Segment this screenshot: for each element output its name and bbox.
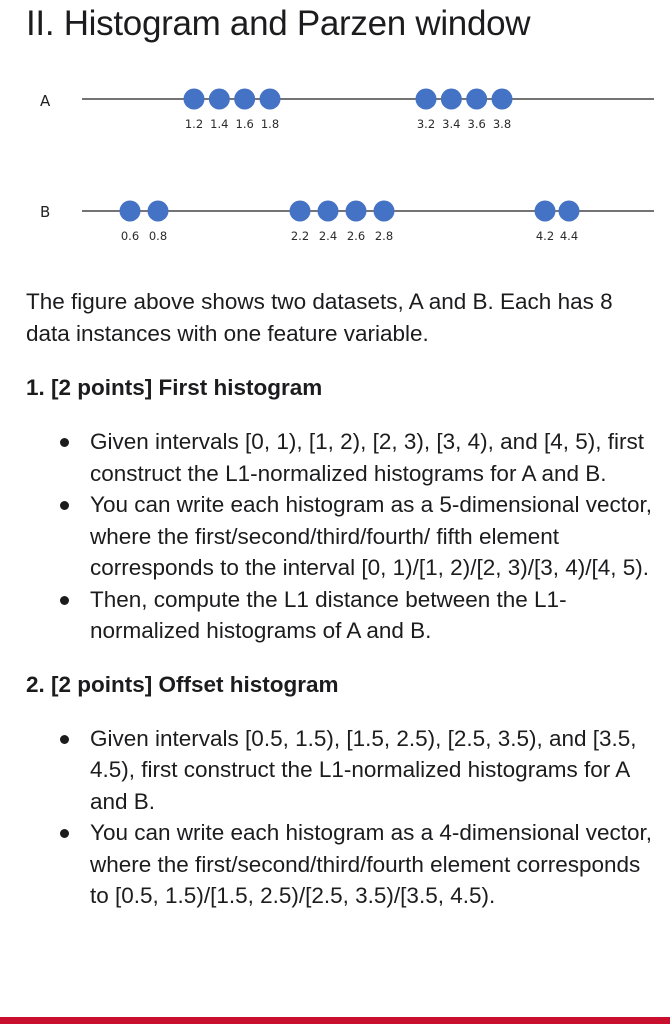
- list-item-text: You can write each histogram as a 5-dimensional vector, where the first/second/third/fourth/ fifth element corresponds to the interval [0, 1)/[1, 2)/[2, 3)/[3, 4)/[4, 5).: [90, 492, 652, 580]
- list-item: [26, 723, 658, 818]
- dataset-a-label: A: [40, 92, 51, 110]
- dataset-figure: [0, 78, 670, 258]
- list-item-text: You can write each histogram as a 4-dimensional vector, where the first/second/third/fourth element corresponds to [0.5, 1.5)/[1.5, 2.5)/[2.5, 3.5)/[3.5, 4.5).: [90, 820, 652, 908]
- dataset-b-tick-label: 0.8: [148, 229, 168, 243]
- dataset-a-tick-label: 3.6: [467, 117, 486, 131]
- section-heading-offset-histogram: 2. [2 points] Offset histogram: [26, 671, 339, 697]
- section-heading-first-histogram: 1. [2 points] First histogram: [26, 375, 323, 400]
- dataset-a-point: [466, 89, 487, 110]
- list-item-text: Given intervals [0, 1), [1, 2), [2, 3), [3, 4), and [4, 5), first construct the L1-normalized histograms for A and B.: [90, 429, 644, 486]
- bullet-icon: [60, 501, 69, 510]
- dataset-b-tick-label: 0.6: [120, 229, 140, 243]
- dataset-a-point: [416, 89, 437, 110]
- dataset-b-label: B: [40, 203, 51, 221]
- dataset-b-tick-label: 2.6: [346, 229, 366, 243]
- bullet-icon: [60, 596, 69, 605]
- dataset-a-point: [492, 89, 513, 110]
- dataset-b-tick-label: 4.2: [535, 229, 555, 243]
- dataset-a-point: [441, 89, 462, 110]
- problem-content: [26, 286, 658, 934]
- dataset-b-point: [318, 201, 339, 222]
- list-item: [26, 426, 658, 489]
- dataset-a-point: [209, 89, 230, 110]
- dataset-a-tick-labels: [185, 117, 511, 131]
- dataset-b-point: [559, 201, 580, 222]
- dataset-b-row: [40, 201, 654, 244]
- first-histogram-bullets: [26, 426, 658, 647]
- dataset-number-lines: [0, 78, 670, 258]
- bullet-icon: [60, 829, 69, 838]
- dataset-a-tick-label: 1.8: [260, 117, 280, 131]
- dataset-b-tick-label: 2.8: [374, 229, 394, 243]
- dataset-b-tick-label: 4.4: [559, 229, 579, 243]
- dataset-b-point: [346, 201, 367, 222]
- bullet-icon: [60, 438, 69, 447]
- bottom-accent-bar: [0, 1017, 670, 1024]
- dataset-a-point: [260, 89, 281, 110]
- dataset-b-point: [535, 201, 556, 222]
- list-item-text: Given intervals [0.5, 1.5), [1.5, 2.5), [2.5, 3.5), and [3.5, 4.5), first construct the L1-normalized histograms for A and B.: [90, 725, 637, 814]
- dataset-b-point: [120, 201, 141, 222]
- dataset-a-row: [40, 89, 654, 132]
- intro-paragraph: The figure above shows two datasets, A and B. Each has 8 data instances with one feature variable.: [26, 289, 613, 346]
- list-item: [26, 817, 658, 912]
- dataset-a-tick-label: 3.8: [492, 117, 512, 131]
- page-title: II. Histogram and Parzen window: [26, 4, 531, 43]
- dataset-a-tick-label: 1.2: [184, 117, 204, 131]
- dataset-a-tick-label: 1.6: [235, 117, 254, 131]
- dataset-a-point: [234, 89, 255, 110]
- dataset-a-tick-label: 3.4: [442, 117, 461, 131]
- dataset-b-point: [290, 201, 311, 222]
- list-item: [26, 489, 658, 584]
- dataset-b-tick-label: 2.2: [290, 229, 310, 243]
- list-item-text: Then, compute the L1 distance between the L1-normalized histograms of A and B.: [90, 586, 567, 643]
- list-item: [26, 584, 658, 647]
- dataset-a-tick-label: 3.2: [416, 117, 436, 131]
- dataset-b-point: [148, 201, 169, 222]
- dataset-b-tick-labels: [121, 229, 578, 243]
- dataset-a-tick-label: 1.4: [210, 117, 229, 131]
- dataset-a-point: [184, 89, 205, 110]
- dataset-b-tick-label: 2.4: [318, 229, 338, 243]
- dataset-b-point: [374, 201, 395, 222]
- offset-histogram-bullets: [26, 723, 658, 912]
- bullet-icon: [60, 735, 69, 744]
